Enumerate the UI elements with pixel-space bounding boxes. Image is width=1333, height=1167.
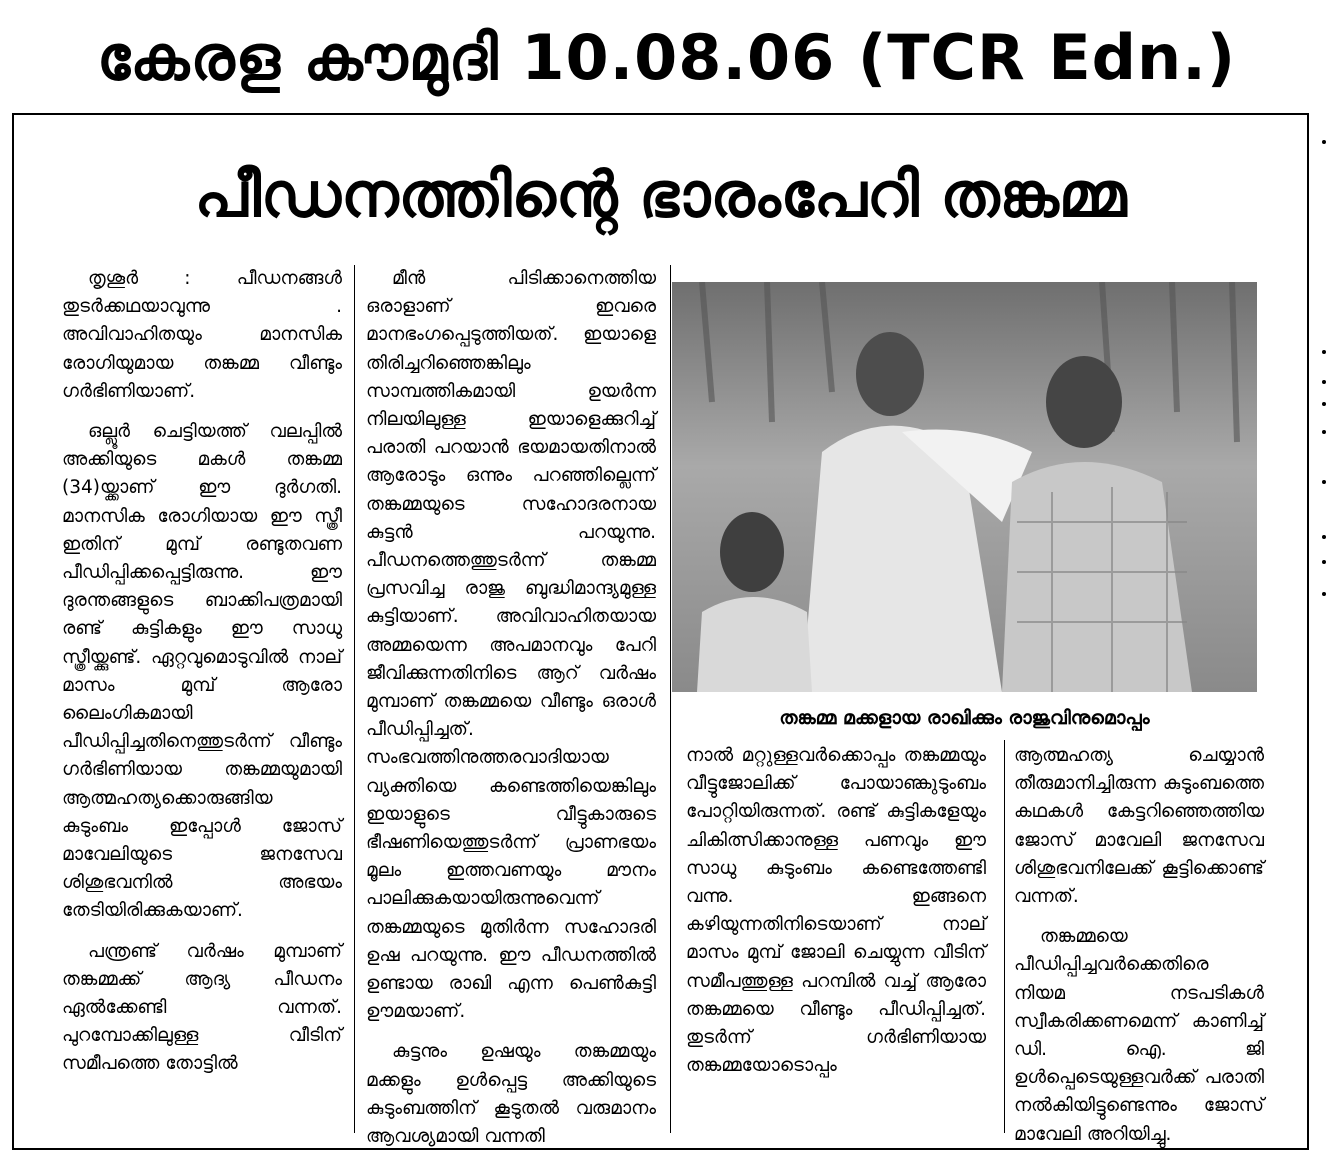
paragraph: തൃശൂർ : പീഡനങ്ങൾ തുടർക്കഥയാവുന്നു . അവിവാഹിതയും മാനസിക രോഗിയുമായ തങ്കമ്മ വീണ്ടും ഗർഭിണിയാണ്. <box>62 268 342 402</box>
paragraph: ആത്മഹത്യ ചെയ്യാൻ തീരുമാനിച്ചിരുന്ന കുടുംബത്തെ കഥകൾ കേട്ടറിഞ്ഞെത്തിയ ജോസ് മാവേലി ജനസേവ ശിശുഭവനിലേക്ക് കൂട്ടിക്കൊണ്ട് വന്നത്. <box>1014 745 1264 908</box>
article-photo <box>672 282 1257 692</box>
paragraph: നാൽ മറ്റുള്ളവർക്കൊപ്പം തങ്കമ്മയും വീട്ടുജോലിക്ക് പോയാണ്കുടുംബം പോറ്റിയിരുന്നത്. രണ്ട് കുട്ടികളേയും ചികിത്സിക്കാനുള്ള പണവും ഈ സാധു കുടുംബം കണ്ടെത്തേണ്ടി വന്നു. ഇങ്ങനെ കഴിയുന്നതിനിടെയാണ് നാല് മാസം മുമ്പ് ജോലി ചെയ്യുന്ന വീടിന് സമീപത്തുള്ള പറമ്പിൽ വച്ച് ആരോ തങ്കമ്മയെ വീണ്ടും പീഡിപ്പിച്ചത്. തുടർന്ന് ഗർഭിണിയായ തങ്കമ്മയോടൊപ്പം <box>686 745 986 1077</box>
paragraph: മീൻ പിടിക്കാനെത്തിയ ഒരാളാണ് ഇവരെ മാനഭംഗപ്പെടുത്തിയത്. ഇയാളെ തിരിച്ചറിഞ്ഞെങ്കിലും സാമ്പത്തികമായി ഉയർന്ന നിലയിലുള്ള ഇയാളെക്കുറിച്ച് പരാതി പറയാൻ ഭയമായതിനാൽ ആരോടും ഒന്നും പറഞ്ഞില്ലെന്ന് തങ്കമ്മയുടെ സഹോദരനായ കുട്ടൻ പറയുന്നു. പീഡനത്തെത്തുടർന്ന് തങ്കമ്മ പ്രസവിച്ച രാജു ബുദ്ധിമാന്ദ്യമുള്ള കുട്ടിയാണ്. അവിവാഹിതയായ അമ്മയെന്ന അപമാനവും പേറി ജീവിക്കുന്നതിനിടെ ആറ് വർഷം മുമ്പാണ് തങ്കമ്മയെ വീണ്ടും ഒരാൾ പീഡിപ്പിച്ചത്. സംഭവത്തിനുത്തരവാദിയായ വ്യക്തിയെ കണ്ടെത്തിയെങ്കിലും ഇയാളുടെ വീട്ടുകാരുടെ ഭീഷണിയെത്തുടർന്ന് പ്രാണഭയം മൂലം ഇത്തവണയും മൗനം പാലിക്കുകയായിരുന്നുവെന്ന് തങ്കമ്മയുടെ മുതിർന്ന സഹോദരി ഉഷ പറയുന്നു. ഈ പീഡനത്തിൽ ഉണ്ടായ രാഖി എന്ന പെൺകുട്ടി ഊമയാണ്. <box>366 268 656 1023</box>
article-frame <box>12 113 1309 1150</box>
paragraph: തങ്കമ്മയെ പീഡിപ്പിച്ചവർക്കെതിരെ നിയമ നടപടികൾ സ്വീകരിക്കണമെന്ന് കാണിച്ച് ഡി. ഐ. ജി ഉൾപ്പെടെയുള്ളവർക്ക് പരാതി നൽകിയിട്ടുണ്ടെന്നും ജോസ് മാവേലി അറിയിച്ചു. <box>1014 926 1264 1145</box>
column-divider <box>670 265 671 1133</box>
article-column-3 <box>686 742 986 1080</box>
scan-margin-marks <box>1322 140 1328 740</box>
article-headline: പീഡനത്തിന്റെ ഭാരംപേറി തങ്കമ്മ <box>194 158 1127 231</box>
masthead: കേരള കൗമുദി 10.08.06 (TCR Edn.) <box>96 21 1237 94</box>
column-divider <box>1004 740 1005 1133</box>
article-column-2 <box>366 265 656 1151</box>
article-column-1 <box>62 265 342 1079</box>
paragraph: പന്ത്രണ്ട് വർഷം മുമ്പാണ് തങ്കമ്മക്ക് ആദ്യ പീഡനം ഏൽക്കേണ്ടി വന്നത്. പുറമ്പോക്കിലുള്ള വീടിന് സമീപത്തെ തോട്ടിൽ <box>62 940 342 1075</box>
column-divider <box>354 265 355 1133</box>
paragraph: കുട്ടനും ഉഷയും തങ്കമ്മയും മക്കളും ഉൾപ്പെട്ട അക്കിയുടെ കുടുംബത്തിന് കൂടുതൽ വരുമാനം ആവശ്യമായി വന്നതി <box>366 1041 656 1148</box>
photo-caption: തങ്കമ്മ മക്കളായ രാഖിക്കും രാജുവിനുമൊപ്പം <box>779 707 1150 729</box>
photo-three-people-icon <box>672 282 1257 692</box>
article-column-4 <box>1014 742 1264 1149</box>
paragraph: ഒല്ലൂർ ചെട്ടിയത്ത് വലപ്പിൽ അക്കിയുടെ മകൾ തങ്കമ്മ (34)യ്ക്കാണ് ഈ ദുർഗതി. മാനസിക രോഗിയായ ഈ സ്ത്രീ ഇതിന് മുമ്പ് രണ്ടുതവണ പീഡിപ്പിക്കപ്പെട്ടിരുന്നു. ഈ ദുരന്തങ്ങളുടെ ബാക്കിപത്രമായി രണ്ട് കുട്ടികളും ഈ സാധു സ്ത്രീയ്ക്കുണ്ട്. ഏറ്റവുമൊടുവിൽ നാല് മാസം മുമ്പ് ആരോ ലൈംഗികമായി പീഡിപ്പിച്ചതിനെത്തുടർന്ന് വീണ്ടും ഗർഭിണിയായ തങ്കമ്മയുമായി ആത്മഹത്യക്കൊരുങ്ങിയ കുടുംബം ഇപ്പോൾ ജോസ് മാവേലിയുടെ ജനസേവ ശിശുഭവനിൽ അഭയം തേടിയിരിക്കുകയാണ്. <box>62 421 342 922</box>
